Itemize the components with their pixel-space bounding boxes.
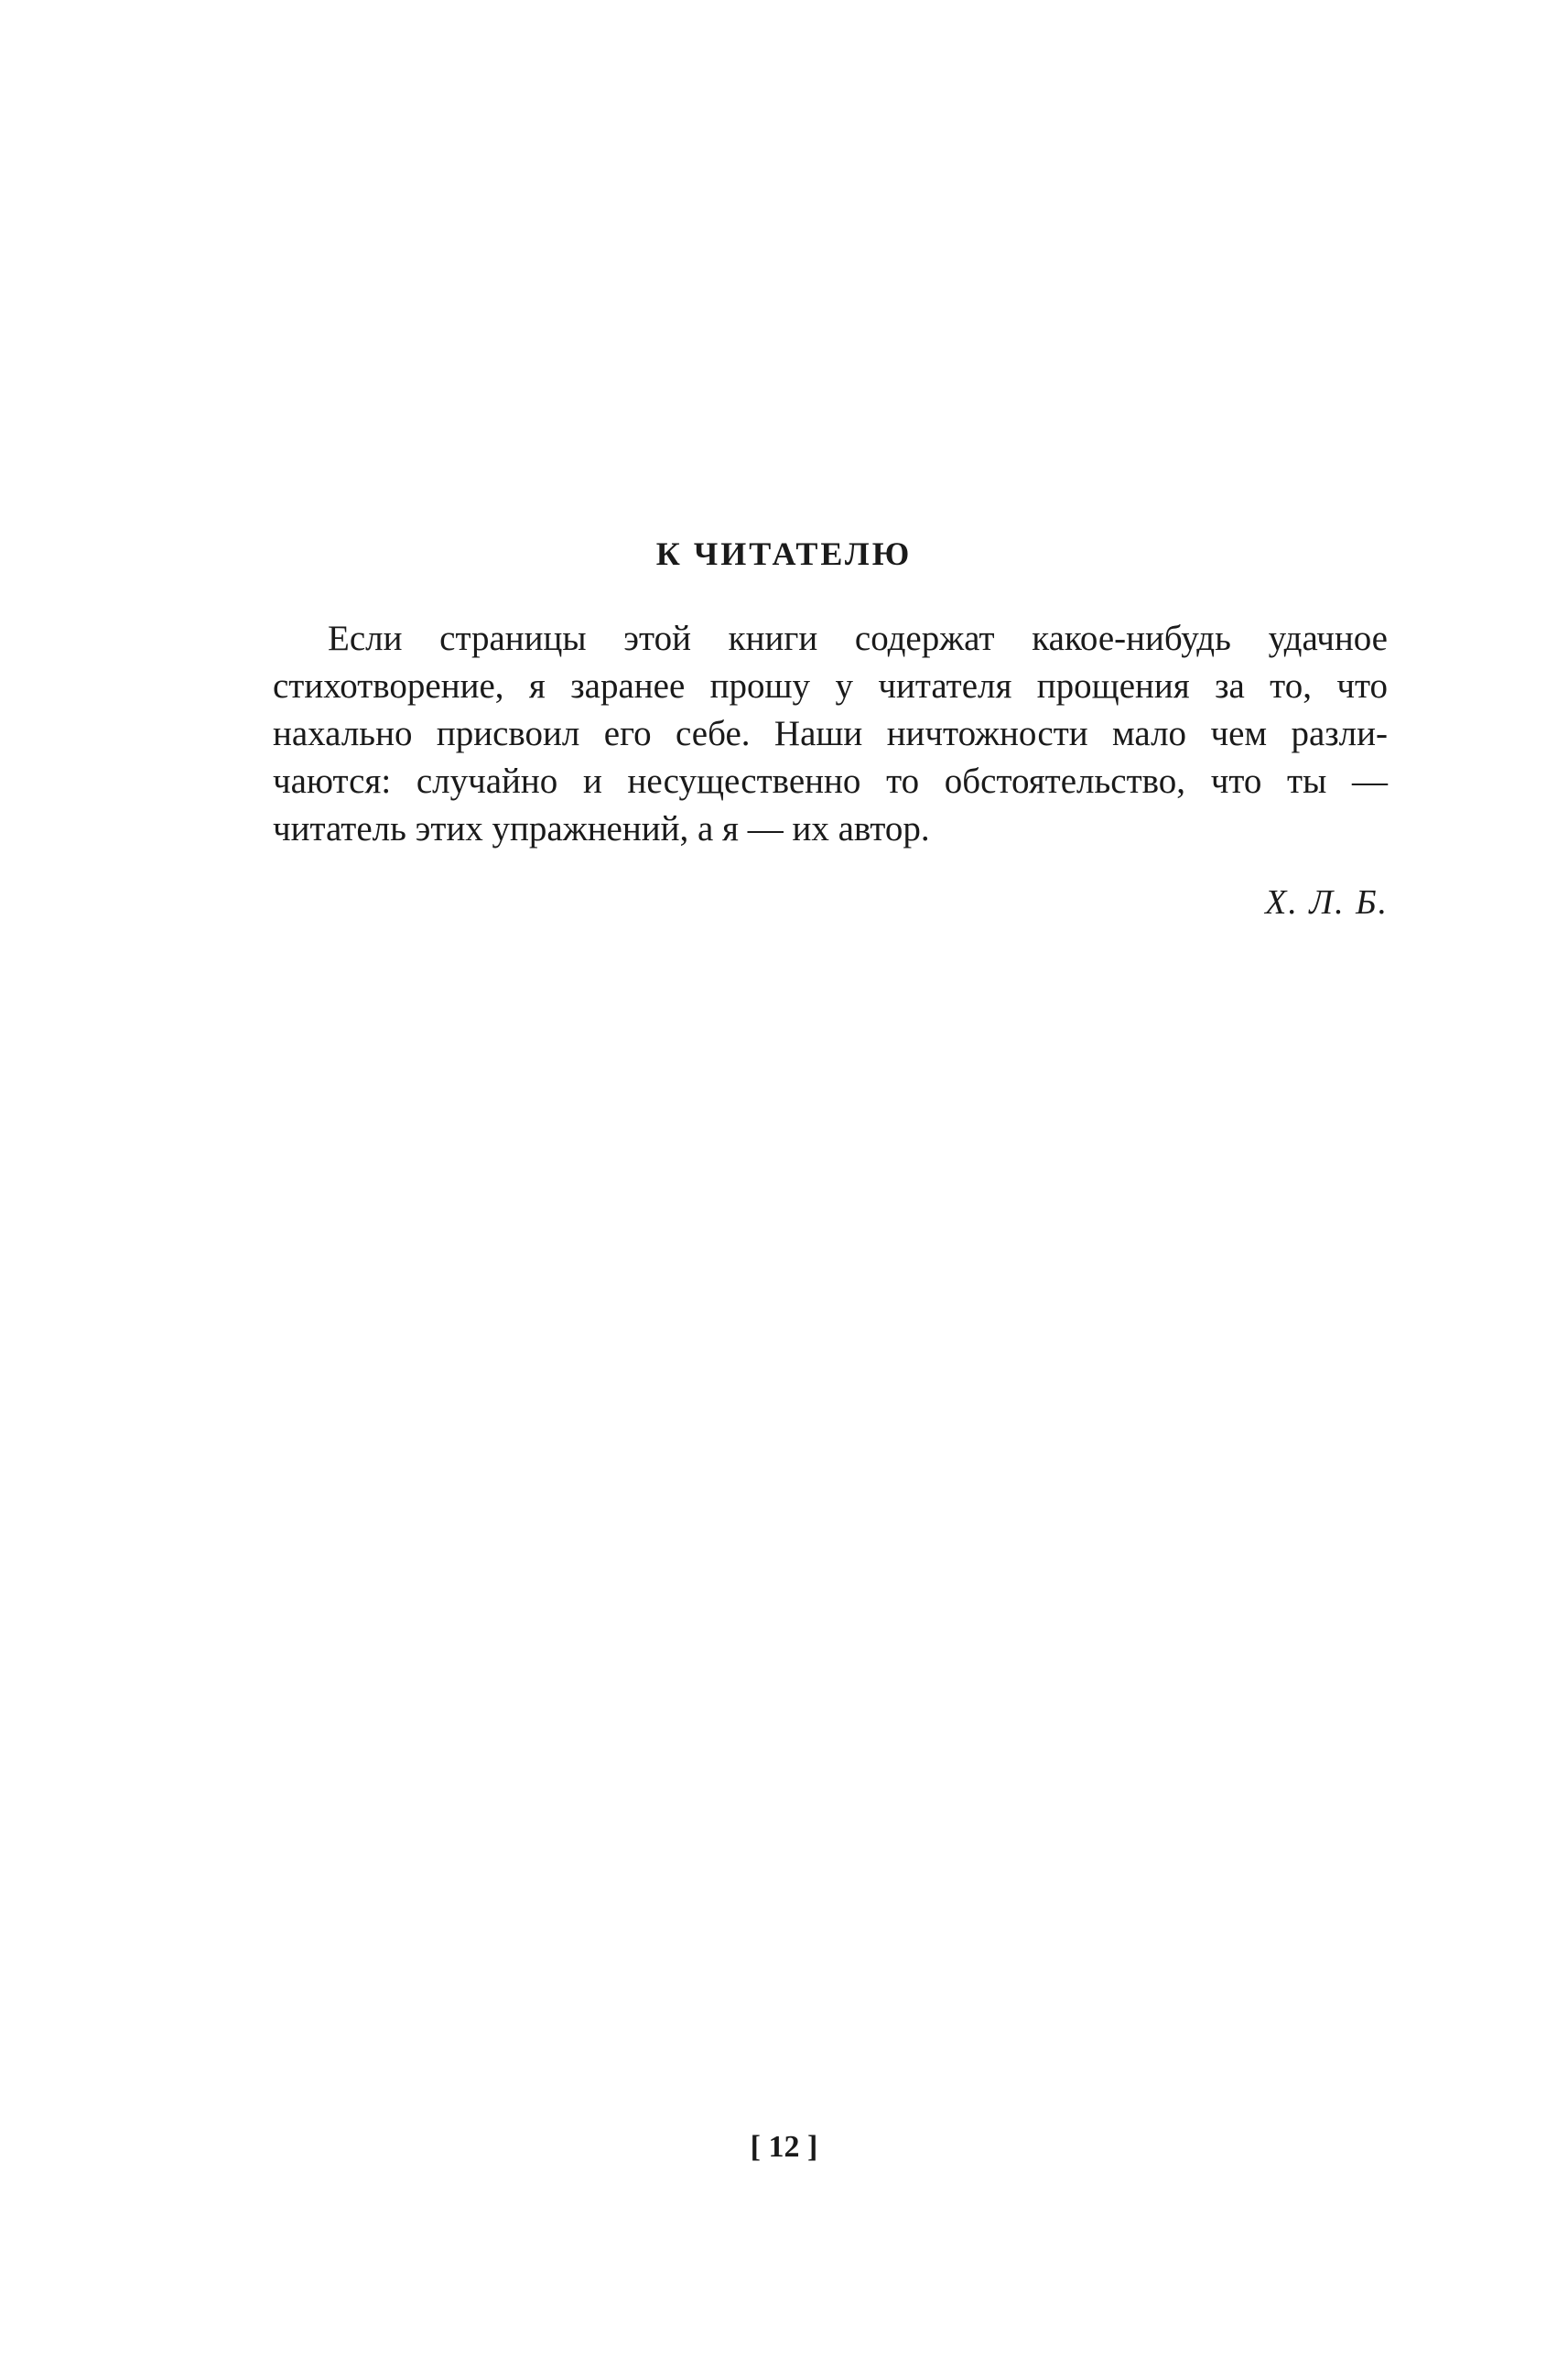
paragraph-line: Если страницы этой книги содержат какое-нибудь удачное <box>328 619 1388 658</box>
preface-paragraph <box>273 615 1388 853</box>
paragraph-line: нахально присвоил его себе. Наши ничтожности мало чем разли- <box>273 714 1388 753</box>
author-signature: Х. Л. Б. <box>1265 883 1389 922</box>
paragraph-line: стихотворение, я заранее прошу у читателя прощения за то, что <box>273 666 1388 706</box>
page-title: К ЧИТАТЕЛЮ <box>655 535 913 572</box>
paragraph-line: читатель этих упражнений, а я — их автор. <box>273 809 930 849</box>
paragraph-line: чаются: случайно и несущественно то обстоятельство, что ты — <box>273 762 1388 801</box>
page-number: [ 12 ] <box>750 2130 818 2164</box>
